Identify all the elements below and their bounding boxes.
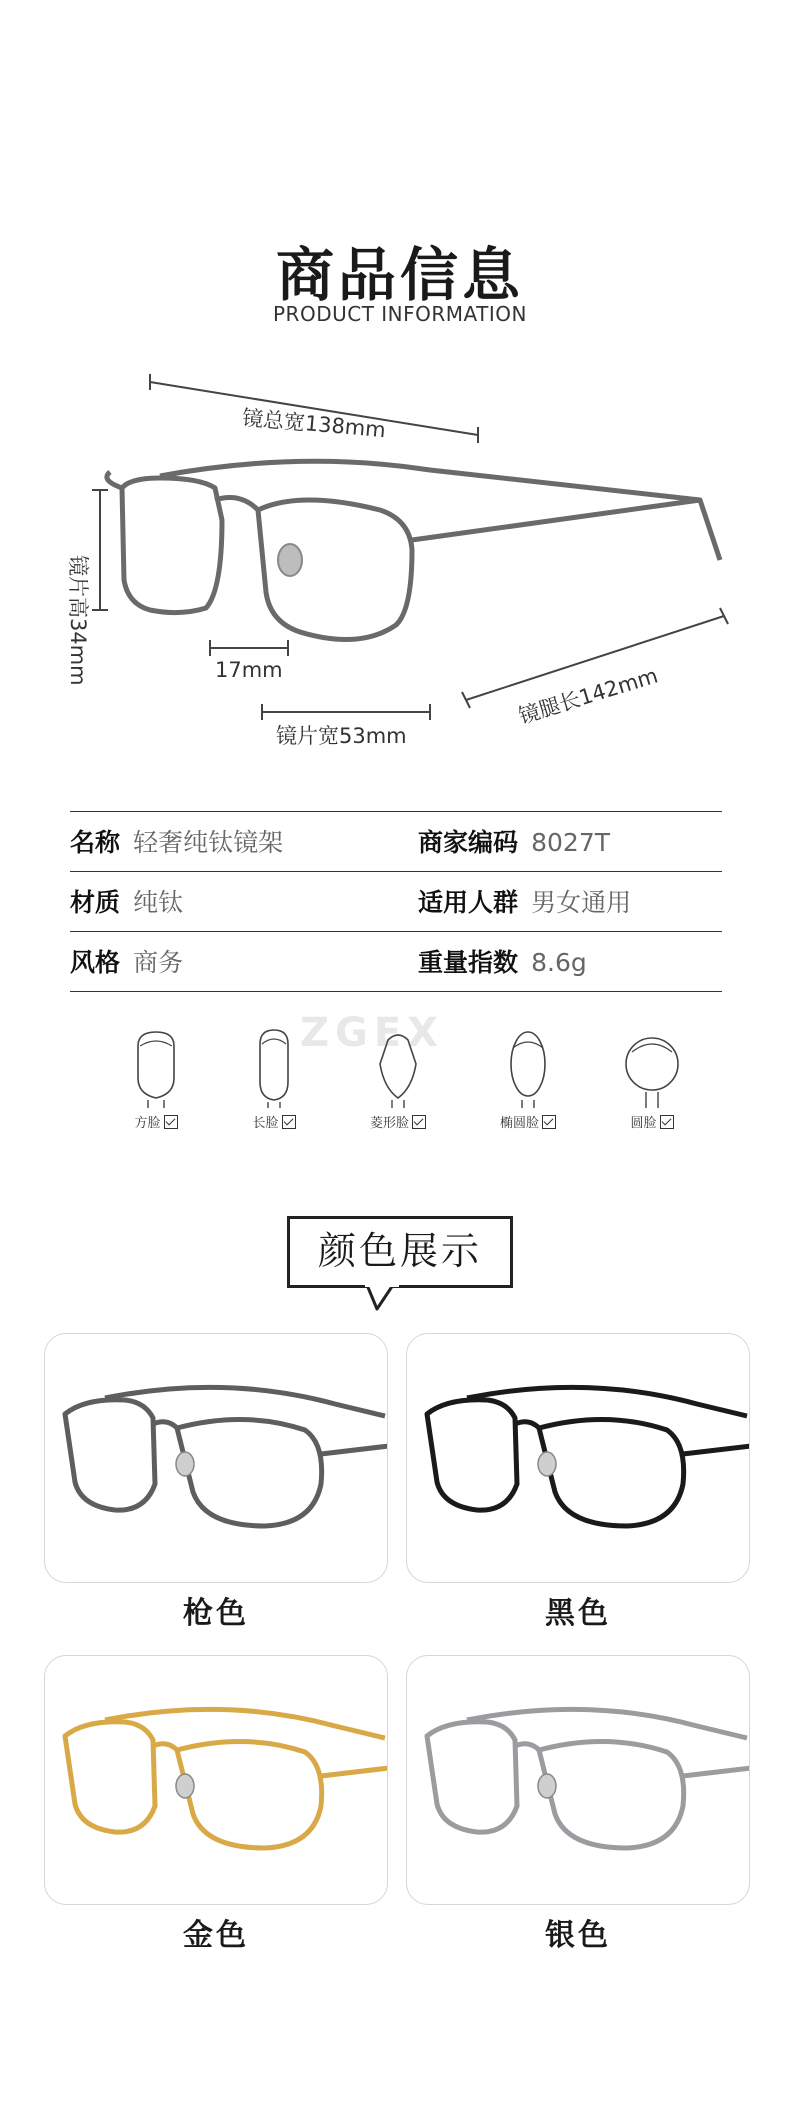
glasses-frame [427,1709,750,1848]
lens-width-label: 镜片宽53mm [276,724,407,748]
spec-divider [70,931,722,932]
spec-key: 材质 [70,888,121,917]
face-shape-label: 椭圆脸 [499,1116,539,1131]
square-face-icon [126,1028,186,1108]
bridge-label: 17mm [215,658,283,682]
face-shape-item [116,1028,196,1131]
spec-value: 纯钛 [133,888,184,917]
color-label: 黑色 [545,1596,611,1631]
spec-value: 商务 [133,948,184,977]
glasses-frame [65,1387,388,1526]
spec-key: 适用人群 [418,888,519,917]
face-shape-item [358,1028,438,1131]
spec-row [418,943,587,979]
gold-glasses-image [45,1656,388,1905]
spec-divider [70,811,722,812]
speech-tail-icon [365,1285,401,1313]
check-icon [282,1115,296,1129]
spec-row [70,943,183,979]
face-shape-label: 方脸 [134,1116,161,1131]
face-shape-item [488,1028,568,1131]
spec-key: 商家编码 [418,828,519,857]
color-section-title: 颜色展示 [317,1229,482,1273]
round-face-icon [622,1028,682,1108]
face-shape-label: 菱形脸 [369,1116,409,1131]
total-width-label: 镜总宽138mm [241,405,387,443]
lens-height-label: 镜片高34mm [66,555,90,686]
page-subtitle: PRODUCT INFORMATION [273,302,527,326]
check-icon [542,1115,556,1129]
spec-value: 男女通用 [531,888,632,917]
spec-divider [70,871,722,872]
face-shape-label: 长脸 [252,1116,279,1131]
black-glasses-image [407,1334,750,1583]
color-card-gun[interactable] [44,1333,388,1583]
check-icon [412,1115,426,1129]
oval-face-icon [498,1028,558,1108]
color-label: 金色 [183,1918,249,1953]
color-section-badge [287,1216,513,1288]
spec-row [70,823,283,859]
spec-row [418,883,631,919]
color-card-gold[interactable] [44,1655,388,1905]
temple-length-label: 镜腿长142mm [515,663,661,729]
page-title: 商品信息 [275,241,524,309]
glasses-frame [427,1387,750,1526]
spec-divider [70,991,722,992]
spec-row [418,823,610,859]
glasses-dimension-diagram [0,360,800,750]
check-icon [164,1115,178,1129]
color-card-black[interactable] [406,1333,750,1583]
spec-row [70,883,183,919]
color-label: 枪色 [183,1596,249,1631]
face-shape-item [234,1028,314,1131]
watermark-logo: ZGEX [300,1010,444,1056]
gun-glasses-image [45,1334,388,1583]
color-label: 银色 [545,1918,611,1953]
spec-value: 8027T [531,828,611,857]
face-shape-item [612,1028,692,1131]
spec-key: 重量指数 [418,948,519,977]
glasses-frame [65,1709,388,1848]
face-shape-label: 圆脸 [630,1116,657,1131]
diamond-face-icon [368,1028,428,1108]
spec-key: 风格 [70,948,121,977]
color-card-silver[interactable] [406,1655,750,1905]
spec-value: 8.6g [531,948,587,977]
long-face-icon [244,1028,304,1108]
check-icon [660,1115,674,1129]
silver-glasses-image [407,1656,750,1905]
spec-value: 轻奢纯钛镜架 [133,828,284,857]
spec-key: 名称 [70,828,121,857]
